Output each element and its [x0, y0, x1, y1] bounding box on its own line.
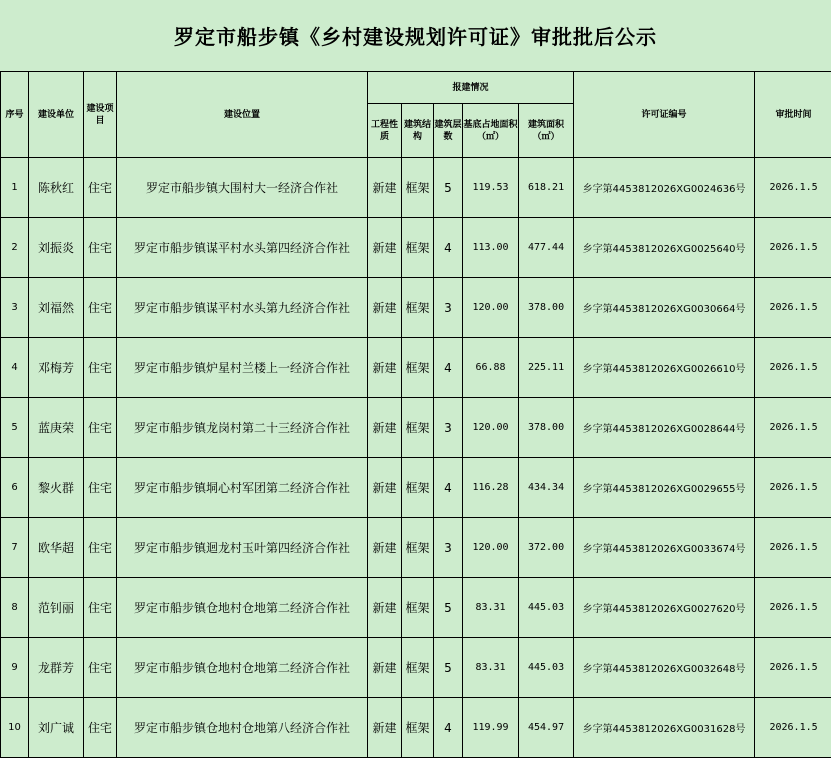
cell-location: 罗定市船步镇炉星村兰楼上一经济合作社 [117, 338, 368, 398]
table-row [1, 698, 831, 758]
cell-floors: 4 [434, 218, 463, 278]
cell-nature: 新建 [368, 458, 402, 518]
cell-location: 罗定市船步镇大围村大一经济合作社 [117, 158, 368, 218]
cell-floors: 5 [434, 158, 463, 218]
cell-unit: 黎火群 [29, 458, 84, 518]
table-row [1, 218, 831, 278]
cell-structure: 框架 [402, 278, 434, 338]
header-seq: 序号 [1, 72, 29, 158]
cell-structure: 框架 [402, 698, 434, 758]
cell-seq: 10 [1, 698, 29, 758]
header-approval-date: 审批时间 [755, 72, 831, 158]
cell-floors: 4 [434, 698, 463, 758]
cell-building-area: 477.44 [519, 218, 574, 278]
cell-unit: 陈秋红 [29, 158, 84, 218]
cell-floors: 3 [434, 518, 463, 578]
cell-unit: 刘广诚 [29, 698, 84, 758]
cell-project: 住宅 [84, 338, 117, 398]
cell-nature: 新建 [368, 338, 402, 398]
cell-seq: 4 [1, 338, 29, 398]
cell-building-area: 378.00 [519, 278, 574, 338]
cell-seq: 5 [1, 398, 29, 458]
cell-unit: 范钊丽 [29, 578, 84, 638]
cell-date: 2026.1.5 [755, 578, 831, 638]
cell-date: 2026.1.5 [755, 218, 831, 278]
cell-date: 2026.1.5 [755, 638, 831, 698]
cell-structure: 框架 [402, 158, 434, 218]
cell-seq: 7 [1, 518, 29, 578]
cell-date: 2026.1.5 [755, 158, 831, 218]
cell-location: 罗定市船步镇仓地村仓地第八经济合作社 [117, 698, 368, 758]
cell-nature: 新建 [368, 158, 402, 218]
cell-building-area: 618.21 [519, 158, 574, 218]
cell-seq: 8 [1, 578, 29, 638]
cell-base-area: 116.28 [463, 458, 519, 518]
cell-date: 2026.1.5 [755, 698, 831, 758]
header-nature: 工程性质 [368, 104, 402, 158]
header-permit-no: 许可证编号 [574, 72, 755, 158]
cell-structure: 框架 [402, 398, 434, 458]
header-building-area: 建筑面积（㎡） [519, 104, 574, 158]
cell-unit: 欧华超 [29, 518, 84, 578]
table-row [1, 638, 831, 698]
cell-project: 住宅 [84, 158, 117, 218]
cell-structure: 框架 [402, 218, 434, 278]
cell-nature: 新建 [368, 398, 402, 458]
cell-project: 住宅 [84, 278, 117, 338]
cell-location: 罗定市船步镇龙岗村第二十三经济合作社 [117, 398, 368, 458]
cell-location: 罗定市船步镇迴龙村玉叶第四经济合作社 [117, 518, 368, 578]
cell-unit: 邓梅芳 [29, 338, 84, 398]
cell-nature: 新建 [368, 278, 402, 338]
permit-table [0, 71, 831, 758]
cell-permit-no: 乡字第4453812026XG0030664号 [574, 278, 755, 338]
cell-permit-no: 乡字第4453812026XG0026610号 [574, 338, 755, 398]
cell-unit: 龙群芳 [29, 638, 84, 698]
cell-base-area: 83.31 [463, 638, 519, 698]
cell-permit-no: 乡字第4453812026XG0025640号 [574, 218, 755, 278]
table-row [1, 338, 831, 398]
cell-structure: 框架 [402, 338, 434, 398]
cell-nature: 新建 [368, 518, 402, 578]
cell-building-area: 454.97 [519, 698, 574, 758]
cell-seq: 3 [1, 278, 29, 338]
cell-permit-no: 乡字第4453812026XG0033674号 [574, 518, 755, 578]
cell-floors: 5 [434, 578, 463, 638]
cell-date: 2026.1.5 [755, 278, 831, 338]
cell-structure: 框架 [402, 578, 434, 638]
cell-building-area: 372.00 [519, 518, 574, 578]
header-report-group: 报建情况 [368, 72, 574, 104]
cell-building-area: 445.03 [519, 578, 574, 638]
cell-location: 罗定市船步镇垌心村军团第二经济合作社 [117, 458, 368, 518]
cell-date: 2026.1.5 [755, 398, 831, 458]
cell-floors: 3 [434, 278, 463, 338]
table-row [1, 398, 831, 458]
cell-base-area: 120.00 [463, 278, 519, 338]
cell-date: 2026.1.5 [755, 458, 831, 518]
cell-building-area: 445.03 [519, 638, 574, 698]
cell-nature: 新建 [368, 698, 402, 758]
cell-base-area: 120.00 [463, 398, 519, 458]
cell-building-area: 378.00 [519, 398, 574, 458]
table-row [1, 158, 831, 218]
header-structure: 建筑结构 [402, 104, 434, 158]
cell-project: 住宅 [84, 638, 117, 698]
cell-building-area: 434.34 [519, 458, 574, 518]
cell-permit-no: 乡字第4453812026XG0027620号 [574, 578, 755, 638]
cell-nature: 新建 [368, 578, 402, 638]
cell-project: 住宅 [84, 518, 117, 578]
cell-location: 罗定市船步镇仓地村仓地第二经济合作社 [117, 638, 368, 698]
table-row [1, 278, 831, 338]
cell-structure: 框架 [402, 518, 434, 578]
header-base-area: 基底占地面积（㎡） [463, 104, 519, 158]
cell-permit-no: 乡字第4453812026XG0031628号 [574, 698, 755, 758]
table-row [1, 518, 831, 578]
cell-building-area: 225.11 [519, 338, 574, 398]
cell-floors: 3 [434, 398, 463, 458]
cell-location: 罗定市船步镇仓地村仓地第二经济合作社 [117, 578, 368, 638]
cell-base-area: 66.88 [463, 338, 519, 398]
cell-nature: 新建 [368, 218, 402, 278]
table-row [1, 578, 831, 638]
cell-project: 住宅 [84, 218, 117, 278]
cell-permit-no: 乡字第4453812026XG0029655号 [574, 458, 755, 518]
cell-floors: 4 [434, 458, 463, 518]
cell-project: 住宅 [84, 698, 117, 758]
cell-structure: 框架 [402, 638, 434, 698]
cell-project: 住宅 [84, 458, 117, 518]
cell-nature: 新建 [368, 638, 402, 698]
cell-unit: 刘振炎 [29, 218, 84, 278]
cell-base-area: 83.31 [463, 578, 519, 638]
cell-seq: 1 [1, 158, 29, 218]
cell-structure: 框架 [402, 458, 434, 518]
cell-base-area: 119.99 [463, 698, 519, 758]
table-row [1, 458, 831, 518]
cell-base-area: 119.53 [463, 158, 519, 218]
cell-floors: 5 [434, 638, 463, 698]
header-floors: 建筑层数 [434, 104, 463, 158]
cell-project: 住宅 [84, 398, 117, 458]
cell-unit: 刘福然 [29, 278, 84, 338]
cell-seq: 9 [1, 638, 29, 698]
cell-permit-no: 乡字第4453812026XG0024636号 [574, 158, 755, 218]
cell-project: 住宅 [84, 578, 117, 638]
cell-unit: 蓝庚荣 [29, 398, 84, 458]
cell-base-area: 120.00 [463, 518, 519, 578]
cell-floors: 4 [434, 338, 463, 398]
cell-permit-no: 乡字第4453812026XG0028644号 [574, 398, 755, 458]
cell-date: 2026.1.5 [755, 518, 831, 578]
cell-location: 罗定市船步镇谋平村水头第九经济合作社 [117, 278, 368, 338]
cell-seq: 6 [1, 458, 29, 518]
header-unit: 建设单位 [29, 72, 84, 158]
cell-date: 2026.1.5 [755, 338, 831, 398]
header-location: 建设位置 [117, 72, 368, 158]
page-title: 罗定市船步镇《乡村建设规划许可证》审批批后公示 [0, 0, 831, 71]
cell-location: 罗定市船步镇谋平村水头第四经济合作社 [117, 218, 368, 278]
cell-permit-no: 乡字第4453812026XG0032648号 [574, 638, 755, 698]
cell-seq: 2 [1, 218, 29, 278]
cell-base-area: 113.00 [463, 218, 519, 278]
header-project: 建设项目 [84, 72, 117, 158]
